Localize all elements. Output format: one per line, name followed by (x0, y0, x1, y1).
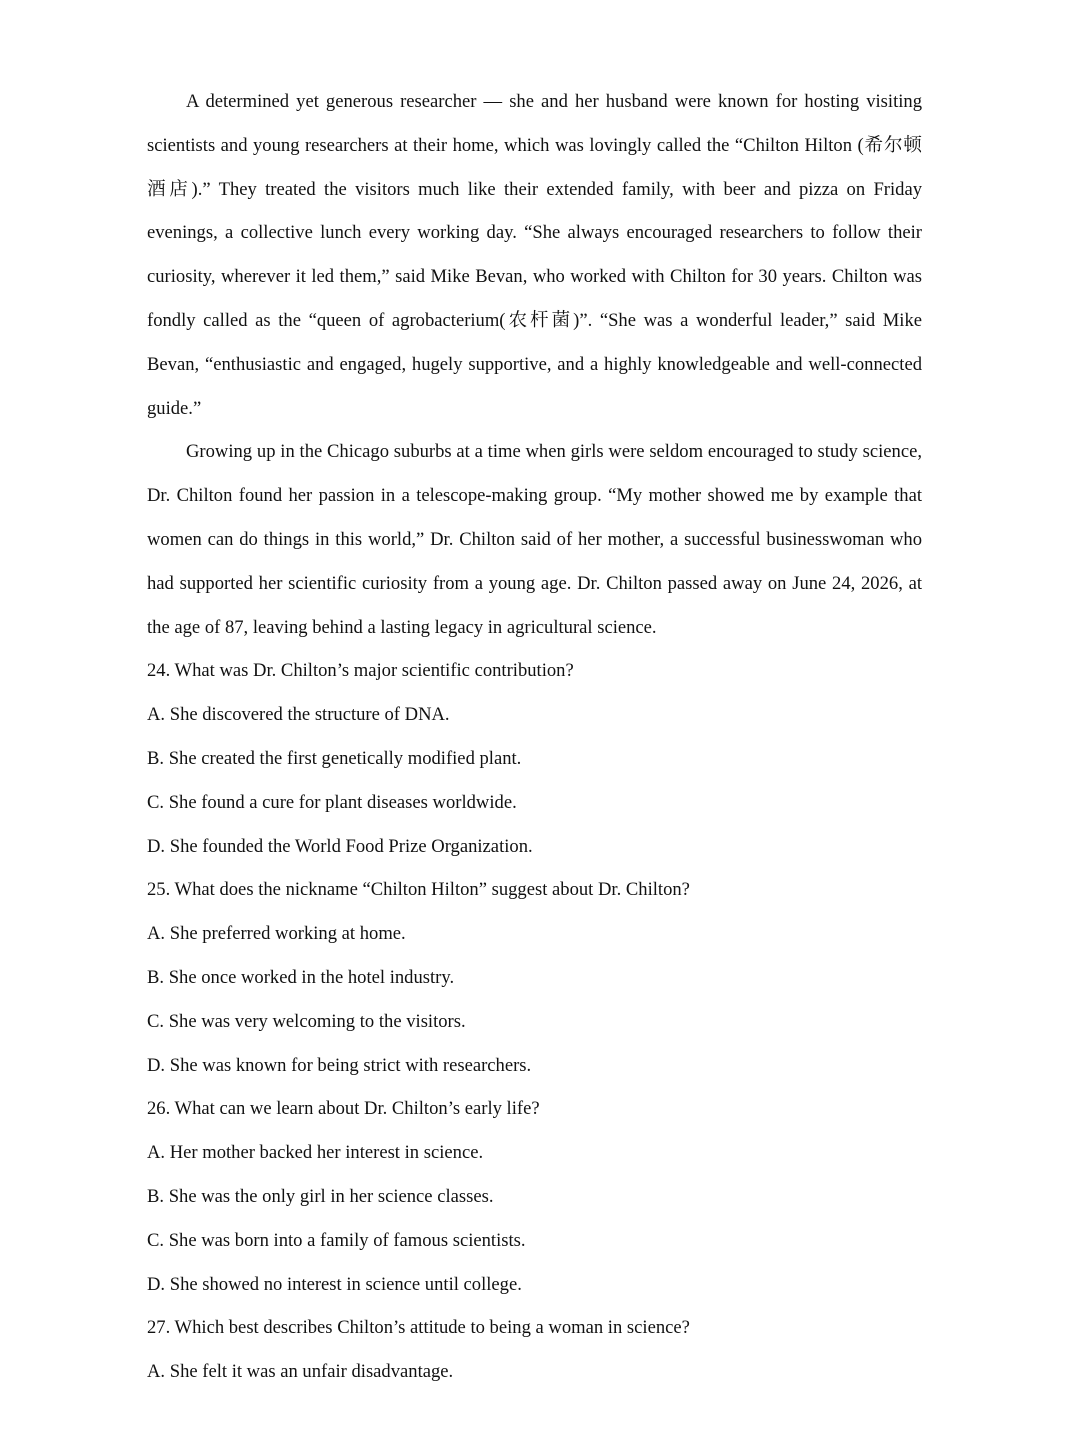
option-d: D. She was known for being strict with researchers. (147, 1054, 532, 1076)
question-stem: 25. What does the nickname “Chilton Hilton” suggest about Dr. Chilton? (147, 879, 690, 901)
option-d: D. She founded the World Food Prize Organization. (147, 835, 533, 857)
question-27 (147, 1306, 922, 1394)
option-b: B. She once worked in the hotel industry. (147, 966, 455, 988)
question-25 (147, 868, 922, 1087)
question-stem: 24. What was Dr. Chilton’s major scientific contribution? (147, 660, 574, 682)
option-a: A. She discovered the structure of DNA. (147, 704, 450, 726)
option-a: A. Her mother backed her interest in science. (147, 1142, 484, 1164)
question-stem: 26. What can we learn about Dr. Chilton’s early life? (147, 1098, 540, 1120)
question-stem: 27. Which best describes Chilton’s attitude to being a woman in science? (147, 1317, 690, 1339)
option-d: D. She showed no interest in science until college. (147, 1273, 522, 1295)
option-a: A. She preferred working at home. (147, 923, 406, 945)
question-24 (147, 649, 922, 868)
option-c: C. She was very welcoming to the visitors. (147, 1010, 466, 1032)
passage-paragraph-1: A determined yet generous researcher — she and her husband were known for hosting visiting scientists and young researchers at their home, which was lovingly called the “Chilton Hilton (希尔顿酒店).” They treated the visitors much like their extended family, with beer and pizza on Friday evenings, a collective lunch every working day. “She always encouraged researchers to follow their curiosity, wherever it led them,” said Mike Bevan, who worked with Chilton for 30 years. Chilton was fondly called as the “queen of agrobacterium(农杆菌)”. “She was a wonderful leader,” said Mike Bevan, “enthusiastic and engaged, hugely supportive, and a highly knowledgeable and well-connected guide.” (147, 91, 922, 419)
option-c: C. She was born into a family of famous scientists. (147, 1229, 526, 1251)
option-a: A. She felt it was an unfair disadvantage. (147, 1361, 454, 1383)
option-b: B. She was the only girl in her science classes. (147, 1185, 494, 1207)
option-b: B. She created the first genetically modified plant. (147, 747, 522, 769)
document-page (147, 80, 922, 1394)
option-c: C. She found a cure for plant diseases worldwide. (147, 791, 517, 813)
passage-paragraph-2: Growing up in the Chicago suburbs at a time when girls were seldom encouraged to study science, Dr. Chilton found her passion in a telescope-making group. “My mother showed me by example that women can do things in this world,” Dr. Chilton said of her mother, a successful businesswoman who had supported her scientific curiosity from a young age. Dr. Chilton passed away on June 24, 2026, at the age of 87, leaving behind a lasting legacy in agricultural science. (147, 441, 922, 638)
question-26 (147, 1087, 922, 1306)
